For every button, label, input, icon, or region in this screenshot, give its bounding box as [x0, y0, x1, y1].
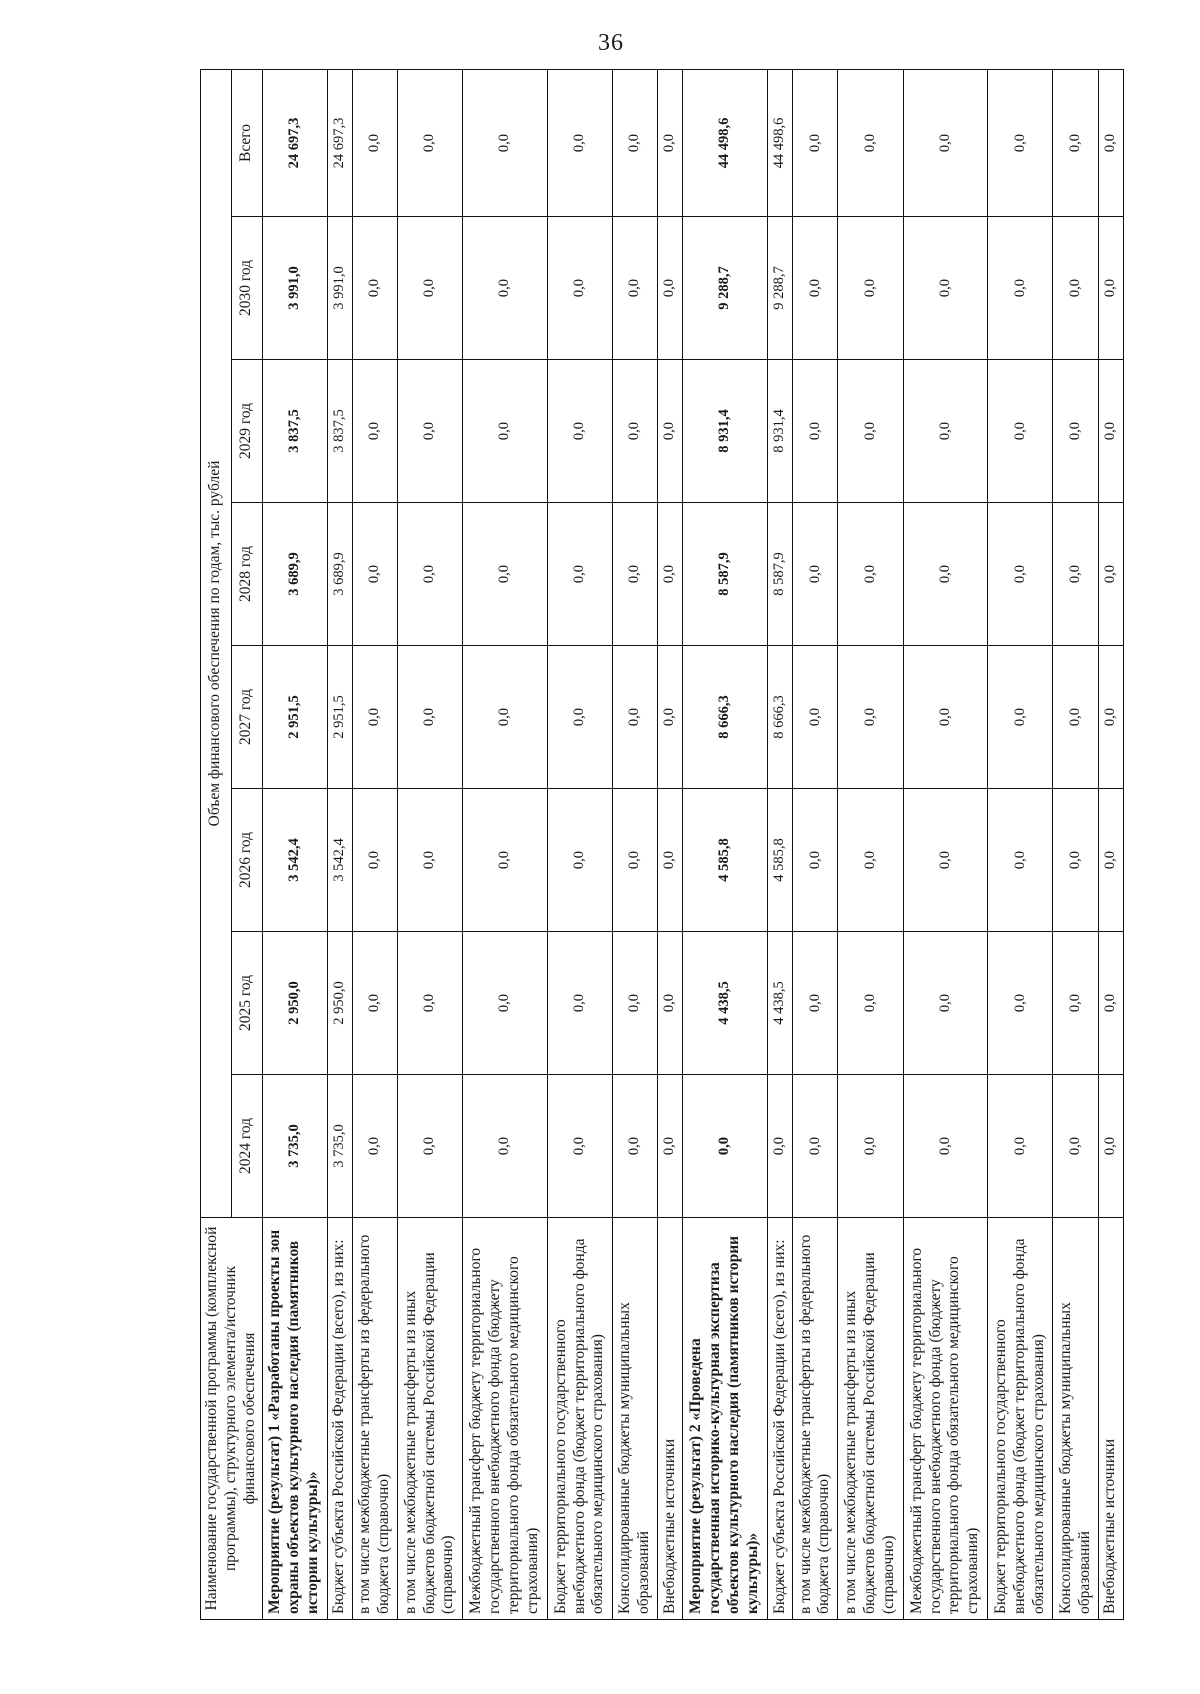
- row-year-value: 0,0: [793, 503, 838, 646]
- row-name: Бюджет субъекта Российской Федерации (всего), из них:: [327, 1218, 352, 1620]
- row-name: в том числе межбюджетные трансферты из федерального бюджета (справочно): [793, 1218, 838, 1620]
- row-year-value: 0,0: [903, 789, 988, 932]
- header-year-2025: 2025 год: [231, 932, 262, 1075]
- row-year-value: 3 837,5: [262, 360, 327, 503]
- row-year-value: 0,0: [463, 217, 548, 360]
- row-year-value: 3 991,0: [327, 217, 352, 360]
- header-year-2029: 2029 год: [231, 360, 262, 503]
- row-name: Консолидированные бюджеты муниципальных образований: [612, 1218, 657, 1620]
- row-total-value: 24 697,3: [327, 70, 352, 217]
- row-name: Межбюджетный трансферт бюджету территориального государственного внебюджетного фонда (бюджету территориального фонда обязательного медицинского страхования): [903, 1218, 988, 1620]
- row-name: Бюджет территориального государственного внебюджетного фонда (бюджет территориального фонда обязательного медицинского страхования): [988, 1218, 1053, 1620]
- row-year-value: 0,0: [793, 932, 838, 1075]
- header-name-column: Наименование государственной программы (комплексной программы), структурного элемента/источник финансового обеспечения: [201, 1218, 263, 1620]
- row-year-value: 3 735,0: [327, 1075, 352, 1218]
- row-year-value: 0,0: [352, 789, 397, 932]
- row-year-value: 0,0: [988, 503, 1053, 646]
- row-total-value: 0,0: [903, 70, 988, 217]
- row-year-value: 0,0: [547, 503, 612, 646]
- row-year-value: 0,0: [988, 217, 1053, 360]
- row-year-value: 0,0: [352, 217, 397, 360]
- row-year-value: 0,0: [988, 789, 1053, 932]
- row-year-value: 0,0: [1053, 789, 1098, 932]
- table-row: [262, 70, 327, 1620]
- row-year-value: 0,0: [398, 789, 463, 932]
- row-year-value: 0,0: [1098, 789, 1123, 932]
- row-year-value: 8 666,3: [683, 646, 768, 789]
- row-total-value: 0,0: [838, 70, 903, 217]
- row-year-value: 3 837,5: [327, 360, 352, 503]
- row-year-value: 3 542,4: [262, 789, 327, 932]
- row-total-value: 24 697,3: [262, 70, 327, 217]
- table-body: [262, 70, 1123, 1620]
- row-total-value: 44 498,6: [683, 70, 768, 217]
- row-year-value: 0,0: [398, 360, 463, 503]
- row-year-value: 0,0: [768, 1075, 793, 1218]
- row-year-value: 0,0: [1053, 360, 1098, 503]
- row-year-value: 0,0: [352, 646, 397, 789]
- row-year-value: 0,0: [547, 1075, 612, 1218]
- header-year-2030: 2030 год: [231, 217, 262, 360]
- table-row: [547, 70, 612, 1620]
- row-year-value: 0,0: [1098, 360, 1123, 503]
- row-year-value: 0,0: [903, 217, 988, 360]
- row-year-value: 0,0: [612, 646, 657, 789]
- row-year-value: 0,0: [463, 789, 548, 932]
- row-year-value: 0,0: [793, 646, 838, 789]
- table-row: [658, 70, 683, 1620]
- row-total-value: 44 498,6: [768, 70, 793, 217]
- row-year-value: 0,0: [1053, 503, 1098, 646]
- table-row: [793, 70, 838, 1620]
- row-name: Бюджет территориального государственного внебюджетного фонда (бюджет территориального фонда обязательного медицинского страхования): [547, 1218, 612, 1620]
- row-name: в том числе межбюджетные трансферты из федерального бюджета (справочно): [352, 1218, 397, 1620]
- row-year-value: 0,0: [683, 1075, 768, 1218]
- row-year-value: 0,0: [463, 932, 548, 1075]
- row-year-value: 2 950,0: [327, 932, 352, 1075]
- row-name: Мероприятие (результат) 1 «Разработаны проекты зон охраны объектов культурного наследия (памятников истории культуры)»: [262, 1218, 327, 1620]
- row-year-value: 3 689,9: [262, 503, 327, 646]
- row-year-value: 0,0: [658, 503, 683, 646]
- header-volume-group: Объем финансового обеспечения по годам, тыс. рублей: [201, 70, 232, 1218]
- row-total-value: 0,0: [658, 70, 683, 217]
- row-year-value: 0,0: [1098, 217, 1123, 360]
- row-year-value: 0,0: [612, 217, 657, 360]
- row-year-value: 0,0: [612, 360, 657, 503]
- row-year-value: 0,0: [352, 503, 397, 646]
- header-year-2024: 2024 год: [231, 1075, 262, 1218]
- row-year-value: 8 587,9: [683, 503, 768, 646]
- row-year-value: 0,0: [463, 503, 548, 646]
- table-row: [398, 70, 463, 1620]
- row-year-value: 4 585,8: [683, 789, 768, 932]
- row-year-value: 8 931,4: [768, 360, 793, 503]
- row-year-value: 0,0: [658, 1075, 683, 1218]
- row-total-value: 0,0: [793, 70, 838, 217]
- table-row: [683, 70, 768, 1620]
- row-name: в том числе межбюджетные трансферты из иных бюджетов бюджетной системы Российской Федерации (справочно): [838, 1218, 903, 1620]
- row-year-value: 8 931,4: [683, 360, 768, 503]
- row-year-value: 0,0: [903, 503, 988, 646]
- row-year-value: 0,0: [903, 1075, 988, 1218]
- row-total-value: 0,0: [547, 70, 612, 217]
- row-year-value: 0,0: [612, 503, 657, 646]
- header-row-1: [201, 70, 232, 1620]
- row-year-value: 0,0: [903, 646, 988, 789]
- row-year-value: 0,0: [398, 1075, 463, 1218]
- table-row: [838, 70, 903, 1620]
- row-name: Межбюджетный трансферт бюджету территориального государственного внебюджетного фонда (бюджету территориального фонда обязательного медицинского страхования): [463, 1218, 548, 1620]
- row-year-value: 0,0: [1098, 503, 1123, 646]
- row-year-value: 3 689,9: [327, 503, 352, 646]
- row-year-value: 0,0: [1053, 1075, 1098, 1218]
- row-total-value: 0,0: [988, 70, 1053, 217]
- table-row: [1053, 70, 1098, 1620]
- row-year-value: 0,0: [1053, 217, 1098, 360]
- header-year-2027: 2027 год: [231, 646, 262, 789]
- row-year-value: 0,0: [793, 789, 838, 932]
- row-year-value: 0,0: [793, 360, 838, 503]
- row-year-value: 0,0: [658, 217, 683, 360]
- row-year-value: 8 587,9: [768, 503, 793, 646]
- row-year-value: 0,0: [612, 1075, 657, 1218]
- row-year-value: 0,0: [547, 789, 612, 932]
- row-year-value: 0,0: [793, 217, 838, 360]
- header-year-2028: 2028 год: [231, 503, 262, 646]
- row-year-value: 0,0: [1098, 932, 1123, 1075]
- row-name: Бюджет субъекта Российской Федерации (всего), из них:: [768, 1218, 793, 1620]
- row-year-value: 0,0: [398, 217, 463, 360]
- row-year-value: 0,0: [1098, 1075, 1123, 1218]
- row-year-value: 0,0: [463, 1075, 548, 1218]
- row-name: Внебюджетные источники: [658, 1218, 683, 1620]
- row-year-value: 0,0: [658, 646, 683, 789]
- table-row: [903, 70, 988, 1620]
- rotated-table-wrapper: [200, 70, 1119, 1620]
- row-year-value: 0,0: [547, 932, 612, 1075]
- row-year-value: 2 950,0: [262, 932, 327, 1075]
- header-year-2026: 2026 год: [231, 789, 262, 932]
- row-year-value: 0,0: [903, 932, 988, 1075]
- row-year-value: 2 951,5: [327, 646, 352, 789]
- row-year-value: 4 438,5: [768, 932, 793, 1075]
- row-year-value: 0,0: [352, 360, 397, 503]
- table-row: [352, 70, 397, 1620]
- row-year-value: 0,0: [838, 646, 903, 789]
- row-year-value: 0,0: [988, 1075, 1053, 1218]
- row-year-value: 4 438,5: [683, 932, 768, 1075]
- row-year-value: 0,0: [398, 503, 463, 646]
- row-year-value: 0,0: [463, 360, 548, 503]
- row-year-value: 0,0: [352, 932, 397, 1075]
- row-year-value: 0,0: [1053, 646, 1098, 789]
- page-number: 36: [598, 30, 624, 56]
- row-year-value: 0,0: [463, 646, 548, 789]
- row-year-value: 8 666,3: [768, 646, 793, 789]
- row-year-value: 4 585,8: [768, 789, 793, 932]
- row-year-value: 3 542,4: [327, 789, 352, 932]
- row-year-value: 0,0: [988, 360, 1053, 503]
- row-total-value: 0,0: [612, 70, 657, 217]
- row-year-value: 0,0: [838, 932, 903, 1075]
- row-total-value: 0,0: [398, 70, 463, 217]
- row-year-value: 0,0: [838, 217, 903, 360]
- row-total-value: 0,0: [352, 70, 397, 217]
- row-name: Консолидированные бюджеты муниципальных образований: [1053, 1218, 1098, 1620]
- row-year-value: 2 951,5: [262, 646, 327, 789]
- row-year-value: 0,0: [838, 789, 903, 932]
- row-year-value: 0,0: [612, 789, 657, 932]
- row-year-value: 0,0: [352, 1075, 397, 1218]
- row-year-value: 0,0: [547, 646, 612, 789]
- row-year-value: 0,0: [903, 360, 988, 503]
- row-name: Мероприятие (результат) 2 «Проведена государственная историко-культурная экспертиза объектов культурного наследия (памятников истории культуры)»: [683, 1218, 768, 1620]
- row-year-value: 0,0: [658, 932, 683, 1075]
- row-year-value: 0,0: [398, 646, 463, 789]
- row-year-value: 9 288,7: [768, 217, 793, 360]
- table-row: [463, 70, 548, 1620]
- row-year-value: 0,0: [658, 789, 683, 932]
- row-year-value: 3 735,0: [262, 1075, 327, 1218]
- row-year-value: 0,0: [398, 932, 463, 1075]
- row-year-value: 0,0: [1053, 932, 1098, 1075]
- row-year-value: 0,0: [658, 360, 683, 503]
- row-year-value: 0,0: [793, 1075, 838, 1218]
- table-row: [612, 70, 657, 1620]
- row-year-value: 0,0: [1098, 646, 1123, 789]
- row-year-value: 9 288,7: [683, 217, 768, 360]
- table-row: [768, 70, 793, 1620]
- financing-table: [200, 69, 1124, 1620]
- row-name: Внебюджетные источники: [1098, 1218, 1123, 1620]
- table-row: [327, 70, 352, 1620]
- row-year-value: 0,0: [988, 646, 1053, 789]
- row-total-value: 0,0: [463, 70, 548, 217]
- row-year-value: 0,0: [547, 217, 612, 360]
- row-year-value: 3 991,0: [262, 217, 327, 360]
- row-year-value: 0,0: [612, 932, 657, 1075]
- row-year-value: 0,0: [838, 360, 903, 503]
- table-row: [988, 70, 1053, 1620]
- row-total-value: 0,0: [1098, 70, 1123, 217]
- row-year-value: 0,0: [547, 360, 612, 503]
- row-year-value: 0,0: [838, 1075, 903, 1218]
- row-year-value: 0,0: [988, 932, 1053, 1075]
- row-year-value: 0,0: [838, 503, 903, 646]
- table-row: [1098, 70, 1123, 1620]
- row-name: в том числе межбюджетные трансферты из иных бюджетов бюджетной системы Российской Федерации (справочно): [398, 1218, 463, 1620]
- row-total-value: 0,0: [1053, 70, 1098, 217]
- header-total: Всего: [231, 70, 262, 217]
